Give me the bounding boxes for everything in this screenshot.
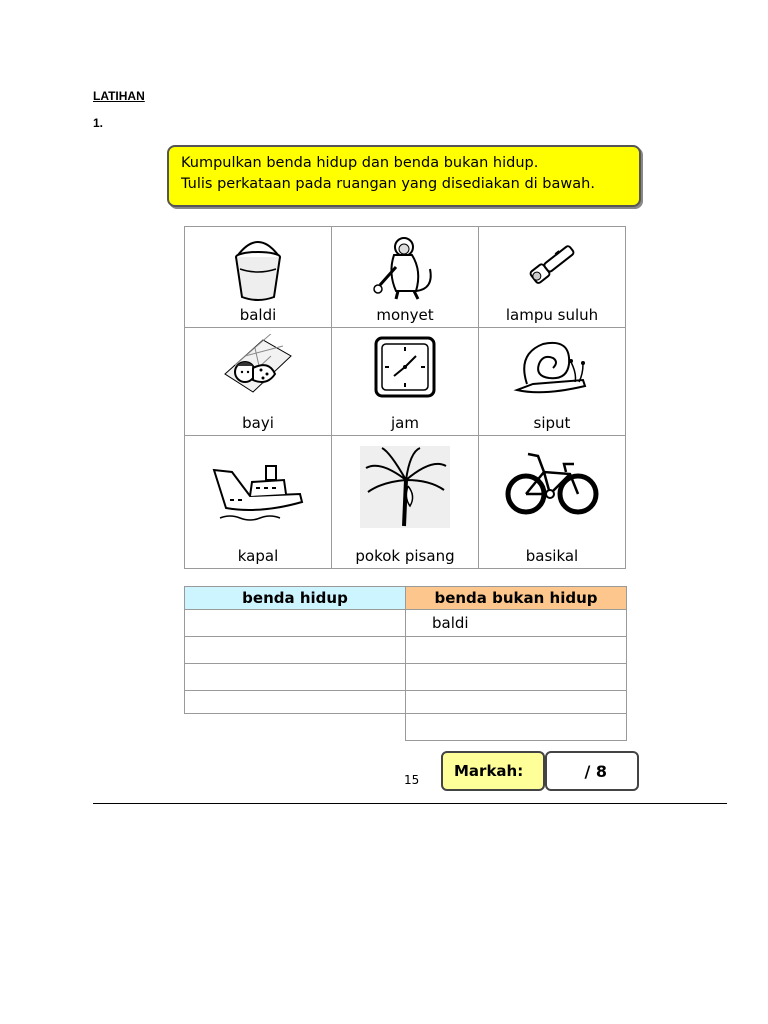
living-answer-cell[interactable] bbox=[185, 637, 406, 664]
bicycle-icon bbox=[504, 450, 600, 516]
living-answer-cell[interactable] bbox=[185, 610, 406, 637]
clock-icon bbox=[372, 334, 438, 400]
footer-divider bbox=[93, 803, 727, 804]
nonliving-answer-cell[interactable]: baldi bbox=[406, 610, 627, 637]
page-number: 15 bbox=[404, 773, 420, 787]
baby-icon bbox=[223, 334, 293, 399]
living-answer-cell[interactable] bbox=[185, 664, 406, 691]
picture-label: siput bbox=[533, 414, 571, 432]
bucket-icon bbox=[228, 233, 288, 303]
instruction-line-1: Kumpulkan benda hidup dan benda bukan hidup. bbox=[181, 155, 539, 171]
score-value-box bbox=[545, 751, 639, 791]
nonliving-answer-cell[interactable] bbox=[406, 714, 627, 741]
banana-tree-icon bbox=[360, 446, 450, 528]
picture-cell bbox=[185, 328, 332, 436]
picture-label: jam bbox=[391, 414, 419, 432]
empty-cell bbox=[185, 714, 406, 741]
nonliving-answer-cell[interactable] bbox=[406, 691, 627, 714]
snail-icon bbox=[513, 334, 591, 400]
nonliving-answer-cell[interactable] bbox=[406, 637, 627, 664]
picture-cell bbox=[479, 227, 626, 328]
score-label-box bbox=[441, 751, 545, 791]
worksheet-heading: LATIHAN bbox=[93, 89, 145, 103]
instruction-box bbox=[167, 145, 641, 207]
picture-label: kapal bbox=[237, 547, 279, 565]
score-value: / 8 bbox=[584, 761, 607, 781]
nonliving-header: benda bukan hidup bbox=[406, 587, 627, 610]
picture-cell bbox=[479, 436, 626, 569]
instruction-line-2: Tulis perkataan pada ruangan yang disediakan di bawah. bbox=[181, 176, 595, 192]
question-number: 1. bbox=[93, 116, 104, 130]
nonliving-answer-cell[interactable] bbox=[406, 664, 627, 691]
picture-cell bbox=[332, 436, 479, 569]
living-answer-cell[interactable] bbox=[185, 691, 406, 714]
picture-label: baldi bbox=[239, 306, 277, 324]
picture-label: basikal bbox=[525, 547, 579, 565]
picture-label: monyet bbox=[376, 306, 434, 324]
answer-table bbox=[184, 586, 627, 741]
picture-label: lampu suluh bbox=[505, 306, 599, 324]
monkey-icon bbox=[370, 233, 440, 301]
picture-cell bbox=[185, 436, 332, 569]
picture-cell bbox=[332, 227, 479, 328]
picture-label: pokok pisang bbox=[355, 547, 455, 565]
flashlight-icon bbox=[522, 233, 582, 293]
picture-cell bbox=[479, 328, 626, 436]
picture-cell bbox=[185, 227, 332, 328]
picture-grid bbox=[184, 226, 626, 569]
picture-cell bbox=[332, 328, 479, 436]
score-label: Markah: bbox=[454, 762, 524, 780]
living-header: benda hidup bbox=[185, 587, 406, 610]
picture-label: bayi bbox=[242, 414, 274, 432]
ship-icon bbox=[210, 452, 306, 528]
